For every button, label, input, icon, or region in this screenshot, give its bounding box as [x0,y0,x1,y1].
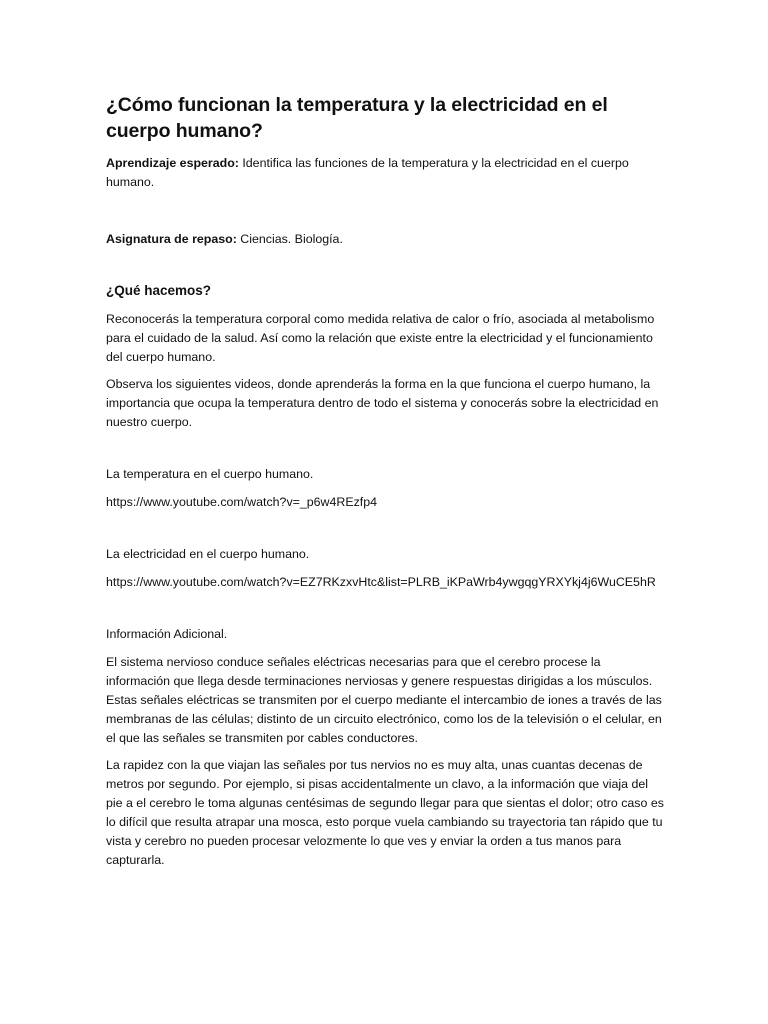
que-hacemos-paragraph-2: Observa los siguientes videos, donde aprenderás la forma en la que funciona el cuerpo humano, la importancia que ocupa la temperatura dentro de todo el sistema y conocerás sobre la electricidad en nuestro cuerpo. [106,377,659,429]
asignatura-repaso [106,230,664,249]
aprendizaje-label: Aprendizaje esperado: [106,156,239,170]
info-paragraph-1: El sistema nervioso conduce señales eléctricas necesarias para que el cerebro procese la información que llega desde terminaciones nerviosas y genere respuestas dirigidas a los músculos. Estas señales eléctricas se transmiten por el cuerpo mediante el intercambio de iones a través de las membranas de las células; distinto de un circuito electrónico, como los de la televisión o el celular, en el que las señales se transmiten por cables conductores. [106,655,662,745]
asignatura-label: Asignatura de repaso: [106,232,237,246]
que-hacemos-paragraph-1: Reconocerás la temperatura corporal como medida relativa de calor o frío, asociada al metabolismo para el cuidado de la salud. Así como la relación que existe entre la electricidad y el funcionamiento del cuerpo humano. [106,312,655,364]
video-1-link[interactable]: https://www.youtube.com/watch?v=_p6w4REzfp4 [106,495,378,509]
asignatura-text: Ciencias. Biología. [236,232,343,246]
document-title: ¿Cómo funcionan la temperatura y la electricidad en el cuerpo humano? [106,94,608,142]
document-page [106,92,664,870]
video-1-title: La temperatura en el cuerpo humano. [106,467,314,481]
info-adicional-heading: Información Adicional. [106,627,228,641]
video-2-title: La electricidad en el cuerpo humano. [106,547,310,561]
que-hacemos-heading: ¿Qué hacemos? [106,283,212,298]
aprendizaje-text: Identifica las funciones de la temperatura y la electricidad en el cuerpo humano. [106,156,629,189]
info-paragraph-2: La rapidez con la que viajan las señales por tus nervios no es muy alta, unas cuantas decenas de metros por segundo. Por ejemplo, si pisas accidentalmente un clavo, a la información que viaja del pie a el cerebro le toma algunas centésimas de segundo llegar para que sientas el dolor; otro caso es lo difícil que resulta atrapar una mosca, esto porque vuela cambiando su trayectoria tan rápido que tu vista y cerebro no pueden procesar velozmente lo que ves y enviar la orden a tus manos para capturarla. [106,758,664,867]
video-2-link[interactable]: https://www.youtube.com/watch?v=EZ7RKzxvHtc&list=PLRB_iKPaWrb4ywgqgYRXYkj4j6WuCE5hR [106,575,656,589]
aprendizaje-esperado [106,154,664,192]
